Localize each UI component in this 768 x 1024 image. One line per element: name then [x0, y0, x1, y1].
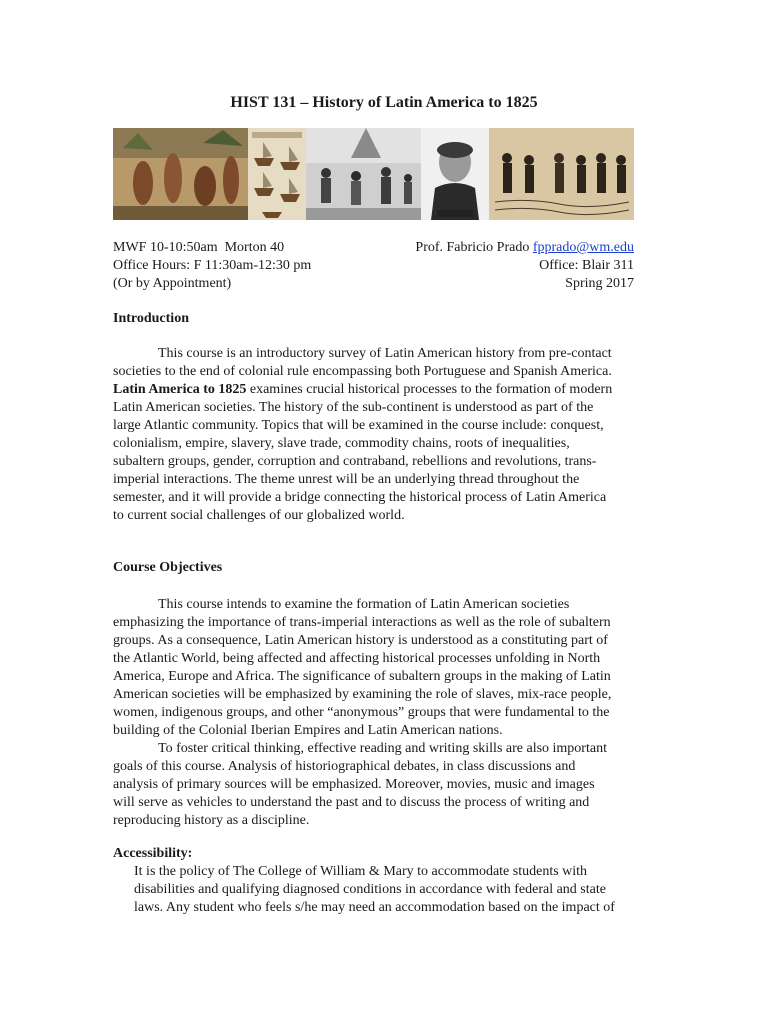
intro-line: Latin American societies. The history of the sub-continent is understood as part of the — [113, 400, 594, 415]
objectives-line: This course intends to examine the formation of Latin American societies — [158, 597, 570, 612]
accessibility-line: laws. Any student who feels s/he may need an accommodation based on the impact of — [134, 900, 615, 915]
schedule-text: MWF 10-10:50am Morton 40 — [113, 240, 285, 255]
objectives-heading: Course Objectives — [113, 560, 223, 575]
objectives-line: emphasizing the importance of trans-imperial interactions as well as the role of subaltern — [113, 615, 611, 630]
dance-scene-icon — [306, 128, 421, 220]
objectives-line: American societies will be emphasized by examining the role of slaves, mix-race people, — [113, 687, 612, 702]
objectives-line: building of the Colonial Iberian Empires and Latin American nations. — [113, 723, 503, 738]
portrait-icon — [421, 128, 489, 220]
accessibility-line: disabilities and qualifying diagnosed conditions in accordance with federal and state — [134, 882, 606, 897]
intro-line — [113, 381, 638, 399]
objectives-line: goals of this course. Analysis of historiographical debates, in class discussions and — [113, 759, 576, 774]
header-banner — [113, 128, 634, 220]
term-text: Spring 2017 — [565, 276, 634, 291]
objectives-line: groups. As a consequence, Latin American history is understood as a constituting part of — [113, 633, 608, 648]
painting-icon — [113, 128, 248, 220]
course-name-bold: Latin America to 1825 — [113, 382, 247, 397]
intro-line: This course is an introductory survey of Latin American history from pre-contact — [158, 346, 612, 361]
accessibility-heading: Accessibility: — [113, 846, 193, 861]
email-link[interactable]: fpprado@wm.edu — [532, 240, 634, 255]
accessibility-paragraph — [134, 863, 654, 917]
objectives-line: the Atlantic World, being affected and affecting historical processes unfolding in North — [113, 651, 601, 666]
ships-icon — [248, 128, 306, 220]
professor-name: Prof. Fabricio Prado — [415, 240, 530, 255]
accessibility-line: It is the policy of The College of William & Mary to accommodate students with — [134, 864, 588, 879]
intro-line-rest: examines crucial historical processes to the formation of modern — [246, 382, 613, 397]
objectives-paragraphs — [113, 596, 638, 830]
objectives-line: reproducing history as a discipline. — [113, 813, 310, 828]
intro-line: large Atlantic community. Topics that will be examined in the course include: conquest, — [113, 418, 604, 433]
office-hours-text: Office Hours: F 11:30am-12:30 pm — [113, 258, 312, 273]
procession-icon — [489, 128, 634, 220]
intro-line: societies to the end of colonial rule encompassing both Portuguese and Spanish America. — [113, 364, 612, 379]
introduction-heading: Introduction — [113, 311, 189, 326]
objectives-line: women, indigenous groups, and other “anonymous” groups that were fundamental to the — [113, 705, 610, 720]
intro-line: subaltern groups, gender, corruption and contraband, rebellions and revolutions, trans- — [113, 454, 597, 469]
objectives-line: To foster critical thinking, effective reading and writing skills are also important — [158, 741, 607, 756]
introduction-paragraph — [113, 345, 638, 525]
info-row-2 — [113, 257, 634, 275]
info-row-1 — [113, 239, 634, 257]
objectives-line: will serve as vehicles to understand the past and to discuss the process of writing and — [113, 795, 590, 810]
info-row-3 — [113, 275, 634, 293]
course-info — [113, 239, 634, 293]
intro-line: to current social challenges of our globalized world. — [113, 508, 405, 523]
intro-line: imperial interactions. The theme unrest will be an underlying thread throughout the — [113, 472, 580, 487]
appointment-text: (Or by Appointment) — [113, 276, 232, 291]
intro-line: semester, and it will provide a bridge connecting the historical process of Latin America — [113, 490, 607, 505]
intro-line: colonialism, empire, slavery, slave trade, commodity chains, roots of inequalities, — [113, 436, 570, 451]
objectives-line: analysis of primary sources will be emphasized. Moreover, movies, music and images — [113, 777, 595, 792]
office-location: Office: Blair 311 — [539, 258, 634, 273]
objectives-line: America, Europe and Africa. The significance of subaltern groups in the making of Latin — [113, 669, 611, 684]
professor-contact — [415, 239, 634, 257]
page-title: HIST 131 – History of Latin America to 1825 — [230, 94, 538, 111]
